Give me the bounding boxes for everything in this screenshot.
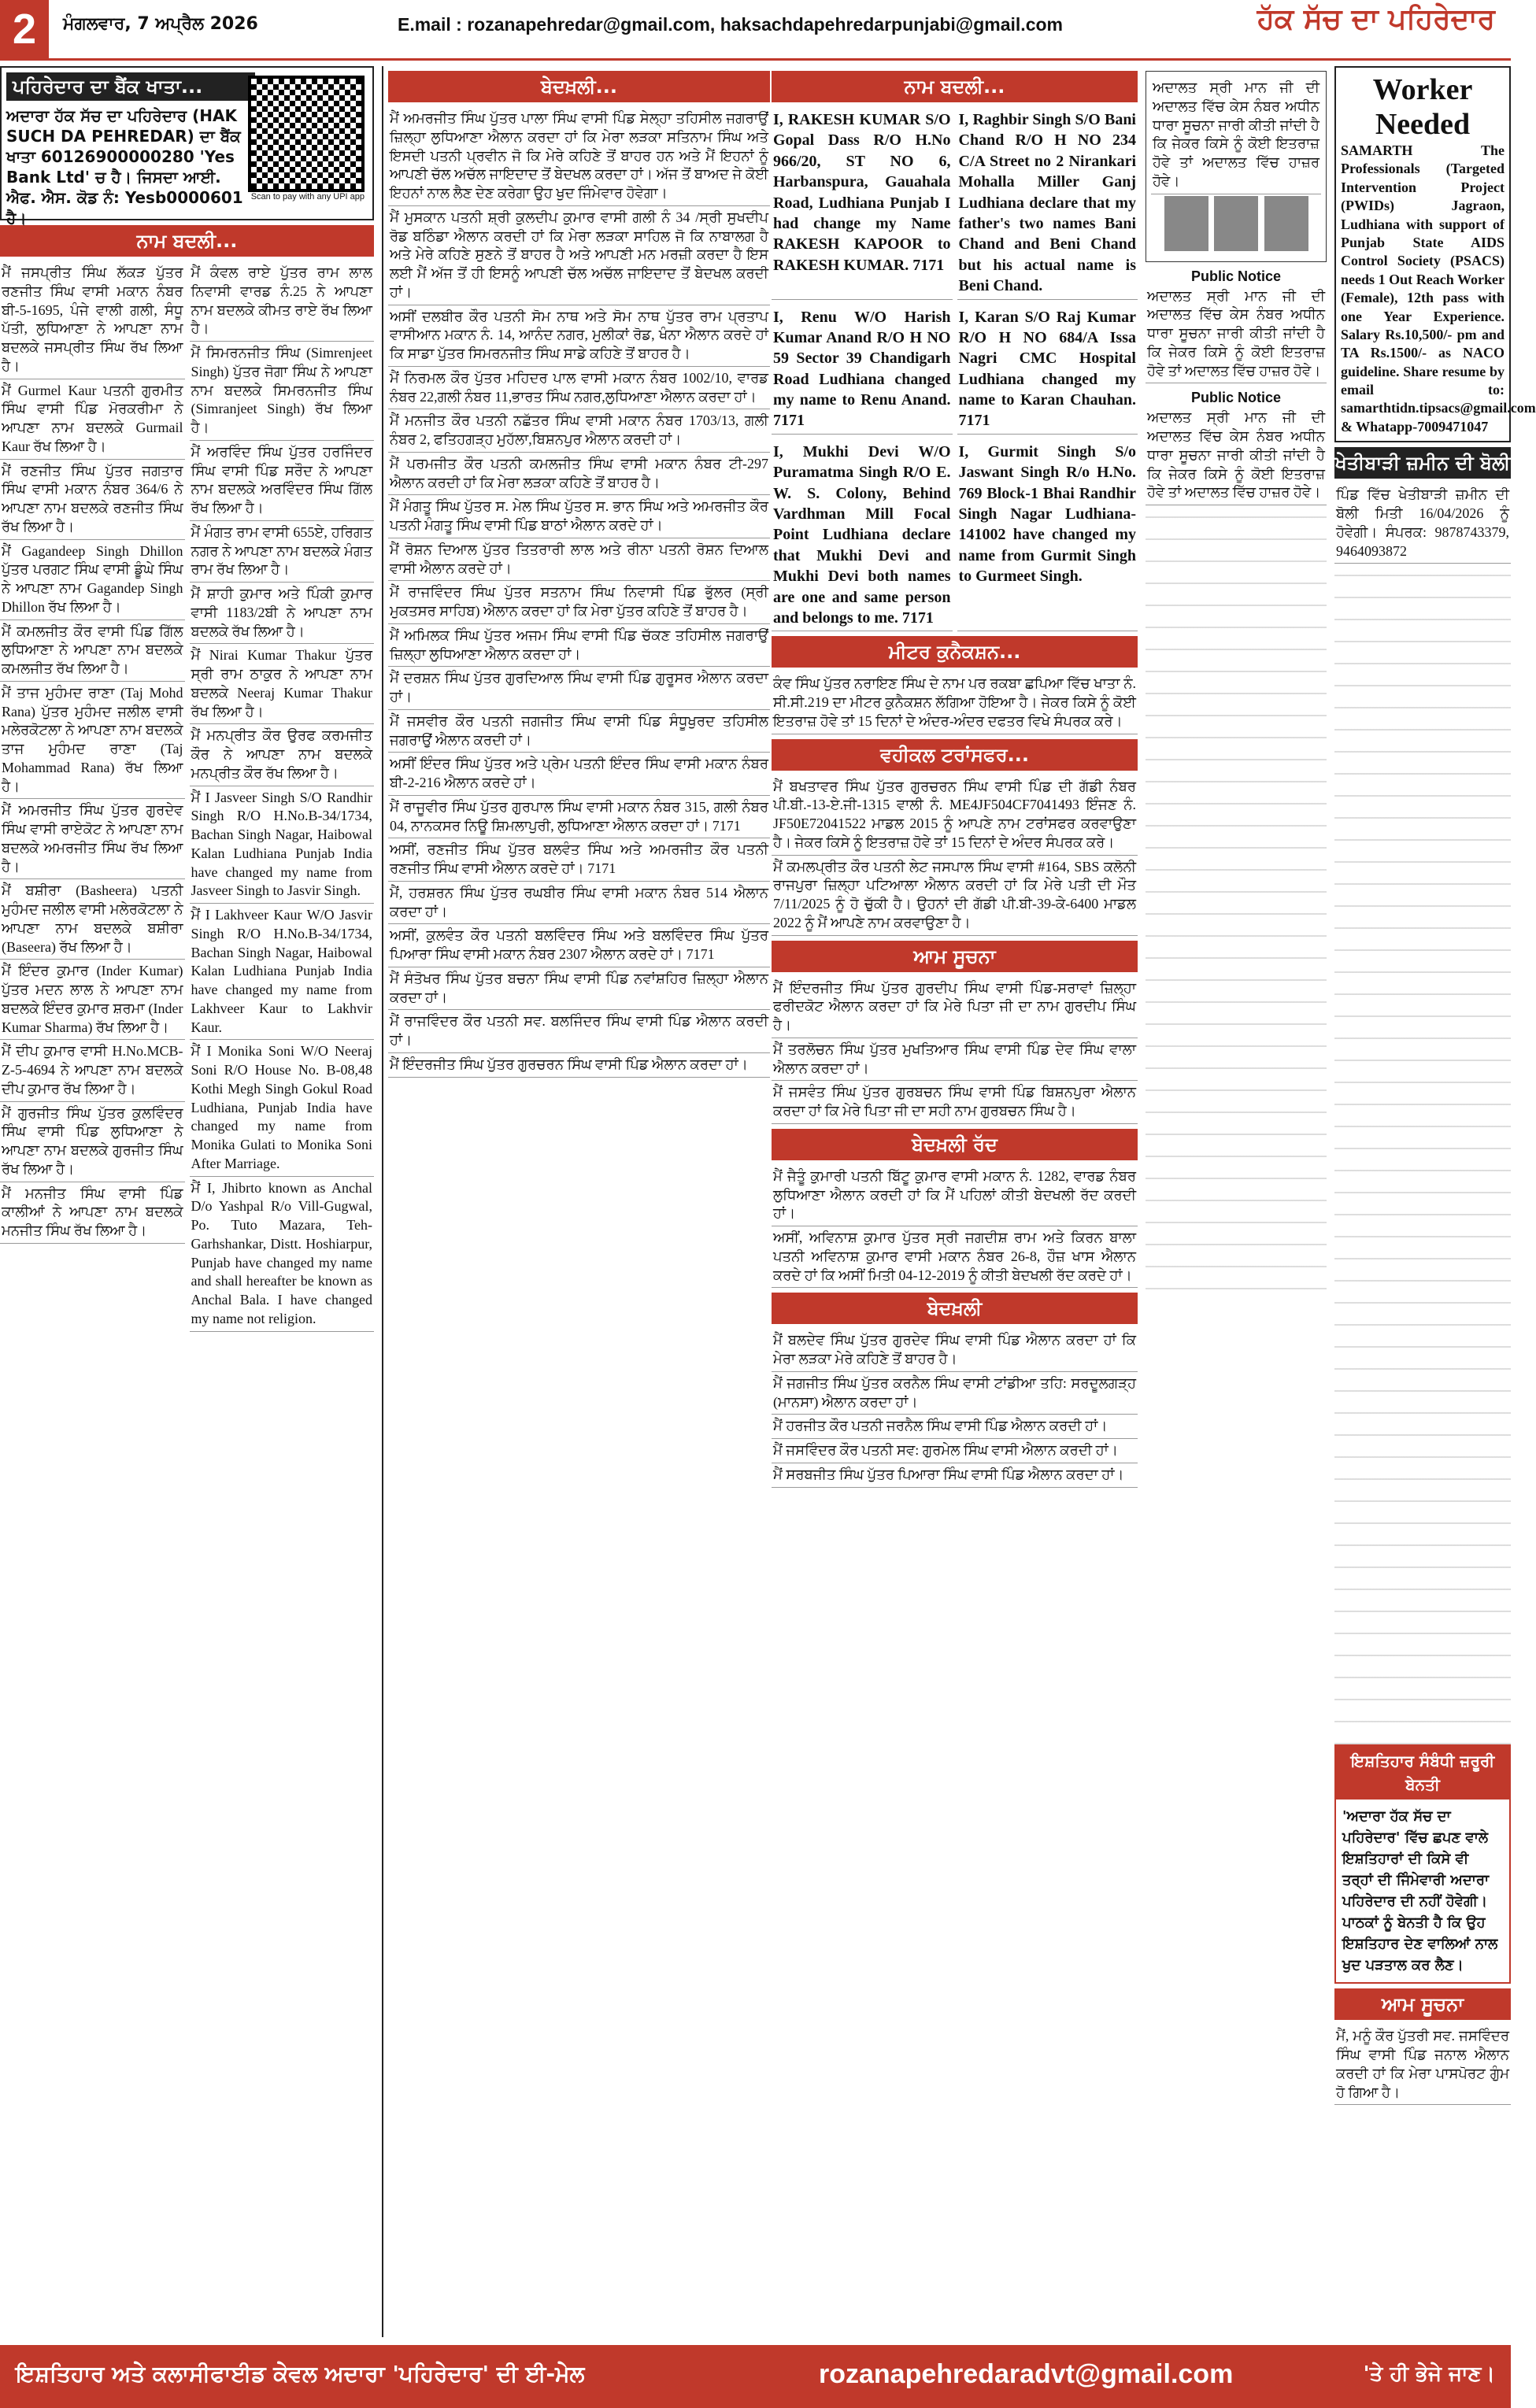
list-item: ਮੈਂ ਰਾਜੂਵੀਰ ਸਿੰਘ ਪੁੱਤਰ ਗੁਰਪਾਲ ਸਿੰਘ ਵਾਸੀ ਮਕਾਨ ਨੰਬਰ 315, ਗਲੀ ਨੰਬਰ 04, ਨਾਨਕਸਰ ਨਿਊ ਸ਼ਿਮਲਾਪੁਰੀ, ਲੁਧਿਆਣਾ ਐਲਾਨ ਕਰਦਾ ਹਾਂ। 7171 <box>388 796 770 839</box>
list-item: ਮੈਂ ਅਰਵਿੰਦ ਸਿੰਘ ਪੁੱਤਰ ਹਰਜਿੰਦਰ ਸਿੰਘ ਵਾਸੀ ਪਿੰਡ ਸਰੌਦ ਨੇ ਆਪਣਾ ਨਾਮ ਬਦਲਕੇ ਅਰਵਿੰਦਰ ਸਿੰਘ ਗਿੱਲ ਰੱਖ ਲਿਆ ਹੈ। <box>190 441 375 521</box>
list-item: ਮੈਂ I Lakhveer Kaur W/O Jasvir Singh R/O H.No.B-34/1734, Bachan Singh Nagar, Haibowal Kalan Ludhiana Punjab India have changed my name from Lakhveer Kaur to Lakhvir Kaur. <box>190 904 375 1040</box>
public-notice-title-2: Public Notice <box>1190 390 1282 406</box>
list-item: ਮੈਂ ਇੰਦਰਜੀਤ ਸਿੰਘ ਪੁੱਤਰ ਗੁਰਚਰਨ ਸਿੰਘ ਵਾਸੀ ਪਿੰਡ ਐਲਾਨ ਕਰਦਾ ਹਾਂ। <box>388 1053 770 1078</box>
list-item: ਮੈਂ ਤਰਲੋਚਨ ਸਿੰਘ ਪੁੱਤਰ ਮੁਖਤਿਆਰ ਸਿੰਘ ਵਾਸੀ ਪਿੰਡ ਦੇਵ ਸਿੰਘ ਵਾਲਾ ਐਲਾਨ ਕਰਦਾ ਹਾਂ। <box>772 1038 1138 1082</box>
list-item: I, Karan S/O Raj Kumar R/O H NO 684/A Issa Nagri CMC Hospital Ludhiana changed my name to Karan Chauhan. 7171 <box>957 305 1138 435</box>
list-item: ਅਸੀਂ ਇੰਦਰ ਸਿੰਘ ਪੁੱਤਰ ਅਤੇ ਪ੍ਰੇਮ ਪਤਨੀ ਇੰਦਰ ਸਿੰਘ ਵਾਸੀ ਮਕਾਨ ਨੰਬਰ ਬੀ-2-216 ਐਲਾਨ ਕਰਦੇ ਹਾਂ। <box>388 753 770 796</box>
ad-request-body: 'ਅਦਾਰਾ ਹੱਕ ਸੱਚ ਦਾ ਪਹਿਰੇਦਾਰ' ਵਿੱਚ ਛਪਣ ਵਾਲੇ ਇਸ਼ਤਿਹਾਰਾਂ ਦੀ ਕਿਸੇ ਵੀ ਤਰ੍ਹਾਂ ਦੀ ਜਿੰਮੇਵਾਰੀ ਅਦਾਰਾ ਪਹਿਰੇਦਾਰ ਦੀ ਨਹੀਂ ਹੋਵੇਗੀ। ਪਾਠਕਾਂ ਨੂੰ ਬੇਨਤੀ ਹੈ ਕਿ ਉਹ ਇਸ਼ਤਿਹਾਰ ਦੇਣ ਵਾਲਿਆਂ ਨਾਲ ਖੁਦ ਪੜਤਾਲ ਕਰ ਲੈਣ। <box>1342 1808 1498 1974</box>
list-item: I, Renu W/O Harish Kumar Anand R/O H NO 59 Sector 39 Chandigarh Road Ludhiana changed my name to Renu Anand. 7171 <box>772 305 953 435</box>
list-item: ਅਸੀਂ, ਕੁਲਵੰਤ ਕੌਰ ਪਤਨੀ ਬਲਵਿੰਦਰ ਸਿੰਘ ਅਤੇ ਬਲਵਿੰਦਰ ਸਿੰਘ ਪੁੱਤਰ ਪਿਆਰਾ ਸਿੰਘ ਵਾਸੀ ਮਕਾਨ ਨੰਬਰ 2307 ਐਲਾਨ ਕਰਦੇ ਹਾਂ। 7171 <box>388 924 770 967</box>
list-item: ਅਸੀਂ, ਅਵਿਨਾਸ਼ ਕੁਮਾਰ ਪੁੱਤਰ ਸ੍ਰੀ ਜਗਦੀਸ਼ ਰਾਮ ਅਤੇ ਕਿਰਨ ਬਾਲਾ ਪਤਨੀ ਅਵਿਨਾਸ਼ ਕੁਮਾਰ ਵਾਸੀ ਮਕਾਨ ਨੰਬਰ 26-8, ਹੌਜ਼ ਖਾਸ ਐਲਾਨ ਕਰਦੇ ਹਾਂ ਕਿ ਅਸੀਂ ਮਿਤੀ 04-12-2019 ਨੂੰ ਕੀਤੀ ਬੇਦਖਲੀ ਰੱਦ ਕਰਦੇ ਹਾਂ। <box>772 1226 1138 1288</box>
list-item: ਮੈਂ ਬਲਦੇਵ ਸਿੰਘ ਪੁੱਤਰ ਗੁਰਦੇਵ ਸਿੰਘ ਵਾਸੀ ਪਿੰਡ ਐਲਾਨ ਕਰਦਾ ਹਾਂ ਕਿ ਮੇਰਾ ਲੜਕਾ ਮੇਰੇ ਕਹਿਣੇ ਤੋਂ ਬਾਹਰ ਹੈ। <box>772 1329 1138 1372</box>
page-number: 2 <box>0 0 49 58</box>
list-item: ਮੈਂ Gurmel Kaur ਪਤਨੀ ਗੁਰਮੀਤ ਸਿੰਘ ਵਾਸੀ ਪਿੰਡ ਮੋਰਕਰੀਮਾ ਨੇ ਆਪਣਾ ਨਾਮ ਬਦਲਕੇ Gurmail Kaur ਰੱਖ ਲਿਆ ਹੈ। <box>0 379 185 460</box>
photo <box>1264 196 1308 251</box>
list-item: ਮੈਂ ਜਸਵੰਤ ਸਿੰਘ ਪੁੱਤਰ ਗੁਰਬਚਨ ਸਿੰਘ ਵਾਸੀ ਪਿੰਡ ਬਿਸ਼ਨਪੁਰਾ ਐਲਾਨ ਕਰਦਾ ਹਾਂ ਕਿ ਮੇਰੇ ਪਿਤਾ ਜੀ ਦਾ ਸਹੀ ਨਾਮ ਗੁਰਬਚਨ ਸਿੰਘ ਹੈ। <box>772 1081 1138 1124</box>
section-public-info: ਆਮ ਸੂਚਨਾ <box>772 941 1138 972</box>
public-notice-title: Public Notice <box>1190 268 1282 284</box>
list-item: ਮੈਂ ਜਸਵੀਰ ਕੌਰ ਪਤਨੀ ਜਗਜੀਤ ਸਿੰਘ ਵਾਸੀ ਪਿੰਡ ਸੰਧੂਖੁਰਦ ਤਹਿਸੀਲ ਜਗਰਾਉਂ ਐਲਾਨ ਕਰਦੀ ਹਾਂ। <box>388 710 770 753</box>
english-name-notices <box>772 107 1138 631</box>
court-notice-text: ਅਦਾਲਤ ਸ੍ਰੀ ਮਾਨ ਜੀ ਦੀ ਅਦਾਲਤ ਵਿੱਚ ਕੇਸ ਨੰਬਰ ਅਧੀਨ ਧਾਰਾ ਸੂਚਨਾ ਜਾਰੀ ਕੀਤੀ ਜਾਂਦੀ ਹੈ ਕਿ ਜੇਕਰ ਕਿਸੇ ਨੂੰ ਕੋਈ ਇਤਰਾਜ਼ ਹੋਵੇ ਤਾਂ ਅਦਾਲਤ ਵਿੱਚ ਹਾਜ਼ਰ ਹੋਵੇ। <box>1151 76 1321 194</box>
worker-title: Worker Needed <box>1372 73 1473 141</box>
list-item: ਮੈਂ, ਹਰਸ਼ਰਨ ਸਿੰਘ ਪੁੱਤਰ ਰਘਬੀਰ ਸਿੰਘ ਵਾਸੀ ਮਕਾਨ ਨੰਬਰ 514 ਐਲਾਨ ਕਰਦਾ ਹਾਂ। <box>388 882 770 925</box>
list-item: I, Mukhi Devi W/O Puramatma Singh R/O E. W. S. Colony, Behind Vardhman Mill Focal Point Ludhiana declare that Mukhi Devi and Mukhi Devi both names are one and same person and belongs to me. 7171 <box>772 439 953 632</box>
column-1 <box>0 66 374 2337</box>
list-item: ਮੈਂ ਪਰਮਜੀਤ ਕੌਰ ਪਤਨੀ ਕਮਲਜੀਤ ਸਿੰਘ ਵਾਸੀ ਮਕਾਨ ਨੰਬਰ ਟੀ-297 ਐਲਾਨ ਕਰਦੀ ਹਾਂ ਕਿ ਮੇਰਾ ਲੜਕਾ ਕਹਿਣੇ ਤੋਂ ਬਾਹਰ ਹੈ। <box>388 453 770 496</box>
list-item: ਅਸੀਂ ਦਲਬੀਰ ਕੌਰ ਪਤਨੀ ਸੋਮ ਨਾਥ ਅਤੇ ਸੋਮ ਨਾਥ ਪੁੱਤਰ ਰਾਮ ਪ੍ਰਤਾਪ ਵਾਸੀਆਨ ਮਕਾਨ ਨੰ. 14, ਆਨੰਦ ਨਗਰ, ਮੁਲੀਕਾਂ ਰੋਡ, ਖੰਨਾ ਐਲਾਨ ਕਰਦੇ ਹਾਂ ਕਿ ਸਾਡਾ ਪੁੱਤਰ ਸਿਮਰਨਜੀਤ ਸਿੰਘ ਸਾਡੇ ਕਹਿਣੇ ਤੋਂ ਬਾਹਰ ਹੈ। <box>388 305 770 367</box>
list-item: ਮੈਂ ਅਮਰਜੀਤ ਸਿੰਘ ਪੁੱਤਰ ਗੁਰਦੇਵ ਸਿੰਘ ਵਾਸੀ ਰਾਏਕੋਟ ਨੇ ਆਪਣਾ ਨਾਮ ਬਦਲਕੇ ਅਮਰਜੀਤ ਸਿੰਘ ਰੱਖ ਲਿਆ ਹੈ। <box>0 799 185 879</box>
section-name-change: ਨਾਮ ਬਦਲੀ... <box>0 225 374 257</box>
list-item: I, RAKESH KUMAR S/O Gopal Dass R/O H.No 966/20, ST NO 6, Harbanspura, Gauahala Road, Ludhiana Punjab I had change my Name RAKESH KAPOOR to RAKESH KUMAR. 7171 <box>772 107 953 300</box>
list-item: ਮੈਂ ਰਾਜਵਿੰਦਰ ਸਿੰਘ ਪੁੱਤਰ ਸਤਨਾਮ ਸਿੰਘ ਨਿਵਾਸੀ ਪਿੰਡ ਭੁੱਲਰ (ਸ੍ਰੀ ਮੁਕਤਸਰ ਸਾਹਿਬ) ਐਲਾਨ ਕਰਦਾ ਹਾਂ ਕਿ ਮੇਰਾ ਪੁੱਤਰ ਕਹਿਣੇ ਤੋਂ ਬਾਹਰ ਹੈ। <box>388 581 770 624</box>
footer-tail: 'ਤੇ ਹੀ ਭੇਜੇ ਜਾਣ। <box>1363 2362 1495 2386</box>
list-item: ਮੈਂ ਸਰਬਜੀਤ ਸਿੰਘ ਪੁੱਤਰ ਪਿਆਰਾ ਸਿੰਘ ਵਾਸੀ ਪਿੰਡ ਐਲਾਨ ਕਰਦਾ ਹਾਂ। <box>772 1463 1138 1488</box>
notices-col1b <box>190 261 375 1332</box>
list-item: I, Raghbir Singh S/O Bani Chand R/O H NO 234 C/A Street no 2 Nirankari Mohalla Miller Ganj Ludhiana declare that my father's two names Bani Chand and Beni Chand but his actual name is Beni Chand. <box>957 107 1138 300</box>
section-meter: ਮੀਟਰ ਕੁਨੈਕਸ਼ਨ... <box>772 636 1138 668</box>
section-eviction-cancel: ਬੇਦਖ਼ਲੀ ਰੱਦ <box>772 1129 1138 1160</box>
worker-body: SAMARTH The Professionals (Targeted Intervention Project (PWIDs) Jagraon, Ludhiana with support of Punjab State AIDS Control Society (PSACS) needs 1 Out Reach Worker (Female), 12th pass with one Year Experience. Salary Rs.10,500/- pm and TA Rs.1500/- as NACO guideline. Share resume by email to: samarthtidn.tipsacs@gmail.com & Whatapp-7009471047 <box>1341 142 1536 435</box>
list-item: ਅਸੀਂ, ਰਣਜੀਤ ਸਿੰਘ ਪੁੱਤਰ ਬਲਵੰਤ ਸਿੰਘ ਅਤੇ ਅਮਰਜੀਤ ਕੌਰ ਪਤਨੀ ਰਣਜੀਤ ਸਿੰਘ ਵਾਸੀ ਐਲਾਨ ਕਰਦੇ ਹਾਂ। 7171 <box>388 838 770 882</box>
public-info-body: ਮੈਂ, ਮਨੂੰ ਕੌਰ ਪੁੱਤਰੀ ਸਵ. ਜਸਵਿੰਦਰ ਸਿੰਘ ਵਾਸੀ ਪਿੰਡ ਜਨਾਲ ਐਲਾਨ ਕਰਦੀ ਹਾਂ ਕਿ ਮੇਰਾ ਪਾਸਪੋਰਟ ਗੁੰਮ ਹੋ ਗਿਆ ਹੈ। <box>1334 2025 1511 2105</box>
list-item: ਮੈਂ ਮੰਗਤ ਰਾਮ ਵਾਸੀ 655ਏ, ਹਰਿਗਤ ਨਗਰ ਨੇ ਆਪਣਾ ਨਾਮ ਬਦਲਕੇ ਮੰਗਤ ਰਾਮ ਰੱਖ ਲਿਆ ਹੈ। <box>190 521 375 583</box>
list-item: ਮੈਂ ਅਮਰਜੀਤ ਸਿੰਘ ਪੁੱਤਰ ਪਾਲਾ ਸਿੰਘ ਵਾਸੀ ਪਿੰਡ ਸੇਲ੍ਹਾ ਤਹਿਸੀਲ ਜਗਰਾਉਂ ਜ਼ਿਲ੍ਹਾ ਲੁਧਿਆਣਾ ਐਲਾਨ ਕਰਦਾ ਹਾਂ ਕਿ ਮੇਰਾ ਲੜਕਾ ਸਤਿਨਾਮ ਸਿੰਘ ਅਤੇ ਇਸਦੀ ਪਤਨੀ ਪ੍ਰਵੀਨ ਜੋ ਕਿ ਮੇਰੇ ਕਹਿਣੇ ਤੋਂ ਬਾਹਰ ਹਨ ਅਤੇ ਮੈਂ ਇਹਨਾਂ ਨੂੰ ਆਪਣੀ ਚੱਲ ਅਚੱਲ ਜਾਇਦਾਦ ਤੋਂ ਬੇਦਖਲ ਕਰਦਾ ਹਾਂ। ਅੱਜ ਤੋਂ ਬਾਅਦ ਜੇ ਕੋਈ ਇਹਨਾਂ ਨਾਲ ਲੈਣ ਦੇਣ ਕਰੇਗਾ ਉਹ ਖੁਦ ਜਿੰਮੇਵਾਰ ਹੋਵੇਗਾ। <box>388 107 770 206</box>
list-item: ਮੈਂ ਬਸ਼ੀਰਾ (Basheera) ਪਤਨੀ ਮੁਹੰਮਦ ਜਲੀਲ ਵਾਸੀ ਮਲੇਰਕੋਟਲਾ ਨੇ ਆਪਣਾ ਨਾਮ ਬਦਲਕੇ ਬਸ਼ੀਰਾ (Baseera) ਰੱਖ ਲਿਆ ਹੈ। <box>0 879 185 960</box>
list-item: ਮੈਂ ਇੰਦਰ ਕੁਮਾਰ (Inder Kumar) ਪੁੱਤਰ ਮਦਨ ਲਾਲ ਨੇ ਆਪਣਾ ਨਾਮ ਬਦਲਕੇ ਇੰਦਰ ਕੁਮਾਰ ਸ਼ਰਮਾ (Inder Kumar Sharma) ਰੱਖ ਲਿਆ ਹੈ। <box>0 960 185 1040</box>
footer-banner <box>0 2345 1511 2408</box>
list-item: ਮੈਂ Nirai Kumar Thakur ਪੁੱਤਰ ਸ੍ਰੀ ਰਾਮ ਠਾਕੁਰ ਨੇ ਆਪਣਾ ਨਾਮ ਬਦਲਕੇ Neeraj Kumar Thakur ਰੱਖ ਲਿਆ ਹੈ। <box>190 644 375 724</box>
list-item: ਮੈਂ ਜੈਤੂੰ ਕੁਮਾਰੀ ਪਤਨੀ ਬਿੱਟੂ ਕੁਮਾਰ ਵਾਸੀ ਮਕਾਨ ਨੰ. 1282, ਵਾਰਡ ਨੰਬਰ ਲੁਧਿਆਣਾ ਐਲਾਨ ਕਰਦੀ ਹਾਂ ਕਿ ਮੈਂ ਪਹਿਲਾਂ ਕੀਤੀ ਬੇਦਖਲੀ ਰੱਦ ਕਰਦੀ ਹਾਂ। <box>772 1165 1138 1226</box>
bank-details: ਅਦਾਰਾ ਹੱਕ ਸੱਚ ਦਾ ਪਹਿਰੇਦਾਰ (HAK SUCH DA PEHREDAR) ਦਾ ਬੈਂਕ ਖਾਤਾ 60126900000280 'Yes Bank Ltd' ਚ ਹੈ। ਜਿਸਦਾ ਆਈ. ਐਫ. ਐਸ. ਕੋਡ ਨੰ: Yesb0000601 ਹੈ। <box>6 106 243 227</box>
section-vehicle: ਵਹੀਕਲ ਟਰਾਂਸਫਰ... <box>772 739 1138 771</box>
header-email: E.mail : rozanapehredar@gmail.com, haksachdapehredarpunjabi@gmail.com <box>398 14 1063 35</box>
masthead-logo: ਹੱਕ ਸੱਚ ਦਾ ਪਹਿਰੇਦਾਰ <box>1257 3 1495 35</box>
worker-needed-ad <box>1334 66 1536 442</box>
footer-email[interactable]: rozanapehredaradvt@gmail.com <box>819 2359 1234 2389</box>
photo <box>1164 196 1208 251</box>
list-item: ਮੈਂ ਜਸਵਿੰਦਰ ਕੌਰ ਪਤਨੀ ਸਵ: ਗੁਰਮੇਲ ਸਿੰਘ ਵਾਸੀ ਐਲਾਨ ਕਰਦੀ ਹਾਂ। <box>772 1439 1138 1463</box>
list-item: ਮੈਂ ਤਾਜ ਮੁਹੰਮਦ ਰਾਣਾ (Taj Mohd Rana) ਪੁੱਤਰ ਮੁਹੰਮਦ ਜਲੀਲ ਵਾਸੀ ਮਲੇਰਕੋਟਲਾ ਨੇ ਆਪਣਾ ਨਾਮ ਬਦਲਕੇ ਤਾਜ ਮੁਹੰਮਦ ਰਾਣਾ (Taj Mohammad Rana) ਰੱਖ ਲਿਆ ਹੈ। <box>0 682 185 800</box>
list-item: ਮੈਂ ਕੰਵਲ ਰਾਏ ਪੁੱਤਰ ਰਾਮ ਲਾਲ ਨਿਵਾਸੀ ਵਾਰਡ ਨੰ.25 ਨੇ ਆਪਣਾ ਨਾਮ ਬਦਲਕੇ ਕੀਮਤ ਰਾਏ ਰੱਖ ਲਿਆ ਹੈ। <box>190 261 375 342</box>
bank-title: ਪਹਿਰੇਦਾਰ ਦਾ ਬੈਂਕ ਖਾਤਾ... <box>6 72 255 101</box>
page-header <box>0 0 1511 61</box>
list-item: ਮੈਂ I Jasveer Singh S/O Randhir Singh R/O H.No.B-34/1734, Bachan Singh Nagar, Haibowal Kalan Ludhiana Punjab India have changed my name from Jasveer Singh to Jasvir Singh. <box>190 786 375 904</box>
list-item: ਮੈਂ I, Jhibrto known as Anchal D/o Yashpal R/o Vill-Gugwal, Po. Tuto Mazara, Teh-Garhshankar, Distt. Hoshiarpur, Punjab have changed my name and shall hereafter be known as Anchal Bala. I have changed my name not religion. <box>190 1177 375 1332</box>
list-item: ਮੈਂ ਮਨਪ੍ਰੀਤ ਕੌਰ ਉਰਫ ਕਰਮਜੀਤ ਕੌਰ ਨੇ ਆਪਣਾ ਨਾਮ ਬਦਲਕੇ ਮਨਪ੍ਰੀਤ ਕੌਰ ਰੱਖ ਲਿਆ ਹੈ। <box>190 724 375 786</box>
list-item: ਮੈਂ ਸੰਤੋਖਰ ਸਿੰਘ ਪੁੱਤਰ ਬਚਨਾ ਸਿੰਘ ਵਾਸੀ ਪਿੰਡ ਨਵਾਂਸ਼ਹਿਰ ਜ਼ਿਲ੍ਹਾ ਐਲਾਨ ਕਰਦਾ ਹਾਂ। <box>388 967 770 1011</box>
qr-caption: Scan to pay with any UPI app <box>250 192 365 202</box>
list-item: ਮੈਂ ਬਖਤਾਵਰ ਸਿੰਘ ਪੁੱਤਰ ਗੁਰਚਰਨ ਸਿੰਘ ਵਾਸੀ ਪਿੰਡ ਦੀ ਗੱਡੀ ਨੰਬਰ ਪੀ.ਬੀ.-13-ਏ.ਜੀ-1315 ਵਾਲੀ ਨੰ. ME4JF504CF7041493 ਇੰਜਣ ਨੰ. JF50E72041522 ਮਾਡਲ 2015 ਨੂੰ ਆਪਣੇ ਨਾਮ ਟਰਾਂਸਫਰ ਕਰਵਾਉਣਾ ਹੈ। ਜੇਕਰ ਕਿਸੇ ਨੂੰ ਇਤਰਾਜ਼ ਹੋਵੇ ਤਾਂ 15 ਦਿਨਾਂ ਦੇ ਅੰਦਰ ਸੰਪਰਕ ਕਰੇ। <box>772 775 1138 856</box>
list-item: ਮੈਂ ਰਣਜੀਤ ਸਿੰਘ ਪੁੱਤਰ ਜਗਤਾਰ ਸਿੰਘ ਵਾਸੀ ਮਕਾਨ ਨੰਬਰ 364/6 ਨੇ ਆਪਣਾ ਨਾਮ ਬਦਲਕੇ ਰਣਜੀਤ ਸਿੰਘ ਰੱਖ ਲਿਆ ਹੈ। <box>0 460 185 540</box>
list-item: ਮੈਂ ਰਾਜਵਿੰਦਰ ਕੌਰ ਪਤਨੀ ਸਵ. ਬਲਜਿੰਦਰ ਸਿੰਘ ਵਾਸੀ ਪਿੰਡ ਐਲਾਨ ਕਰਦੀ ਹਾਂ। <box>388 1010 770 1053</box>
bank-account-box <box>0 66 374 227</box>
section-eviction-2: ਬੇਦਖ਼ਲੀ <box>772 1293 1138 1324</box>
list-item: ਮੈਂ ਹਰਜੀਤ ਕੌਰ ਪਤਨੀ ਜਰਨੈਲ ਸਿੰਘ ਵਾਸੀ ਪਿੰਡ ਐਲਾਨ ਕਰਦੀ ਹਾਂ। <box>772 1415 1138 1439</box>
list-item: ਮੈਂ ਮਨਜੀਤ ਕੌਰ ਪਤਨੀ ਨਛੱਤਰ ਸਿੰਘ ਵਾਸੀ ਮਕਾਨ ਨੰਬਰ 1703/13, ਗਲੀ ਨੰਬਰ 2, ਫਤਿਹਗੜ੍ਹ ਮੁਹੱਲਾ,ਬਿਸ਼ਨਪੁਰ ਐਲਾਨ ਕਰਦੀ ਹਾਂ। <box>388 409 770 453</box>
land-auction-body: ਪਿੰਡ ਵਿੱਚ ਖੇਤੀਬਾੜੀ ਜ਼ਮੀਨ ਦੀ ਬੋਲੀ ਮਿਤੀ 16/04/2026 ਨੂੰ ਹੋਵੇਗੀ। ਸੰਪਰਕ: 9878743379, 9464093872 <box>1334 483 1511 564</box>
list-item: ਕੰਵ ਸਿੰਘ ਪੁੱਤਰ ਨਰਾਇਣ ਸਿੰਘ ਦੇ ਨਾਮ ਪਰ ਰਕਬਾ ਛਪਿਆ ਵਿੱਚ ਖਾਤਾ ਨੰ. ਸੀ.ਸੀ.219 ਦਾ ਮੀਟਰ ਕੁਨੈਕਸ਼ਨ ਲੱਗਿਆ ਹੋਇਆ ਹੈ। ਜੇਕਰ ਕਿਸੇ ਨੂੰ ਕੋਈ ਇਤਰਾਜ਼ ਹੋਵੇ ਤਾਂ 15 ਦਿਨਾਂ ਦੇ ਅੰਦਰ-ਅੰਦਰ ਦਫਤਰ ਵਿਖੇ ਸੰਪਰਕ ਕਰੇ। <box>772 672 1138 734</box>
list-item: ਮੈਂ ਜਗਜੀਤ ਸਿੰਘ ਪੁੱਤਰ ਕਰਨੈਲ ਸਿੰਘ ਵਾਸੀ ਟਾਂਡੀਆ ਤਹਿ: ਸਰਦੂਲਗੜ੍ਹ (ਮਾਨਸਾ) ਐਲਾਨ ਕਰਦਾ ਹਾਂ। <box>772 1372 1138 1415</box>
list-item: ਮੈਂ ਸਿਮਰਨਜੀਤ ਸਿੰਘ (Simrenjeet Singh) ਪੁੱਤਰ ਜੋਗਾ ਸਿੰਘ ਨੇ ਆਪਣਾ ਨਾਮ ਬਦਲਕੇ ਸਿਮਰਨਜੀਤ ਸਿੰਘ (Simranjeet Singh) ਰੱਖ ਲਿਆ ਹੈ। <box>190 342 375 441</box>
eviction-notices <box>388 107 770 1078</box>
list-item: ਮੈਂ ਕਮਲਜੀਤ ਕੌਰ ਵਾਸੀ ਪਿੰਡ ਗਿੱਲ ਲੁਧਿਆਣਾ ਨੇ ਆਪਣਾ ਨਾਮ ਬਦਲਕੇ ਕਮਲਜੀਤ ਰੱਖ ਲਿਆ ਹੈ। <box>0 620 185 682</box>
section-name-change-en: ਨਾਮ ਬਦਲੀ... <box>772 71 1138 102</box>
land-auction-title: ਖੇਤੀਬਾੜੀ ਜ਼ਮੀਨ ਦੀ ਬੋਲੀ <box>1334 447 1511 479</box>
list-item: ਮੈਂ ਰੋਸ਼ਨ ਦਿਆਲ ਪੁੱਤਰ ਤਿਤਰਾਰੀ ਲਾਲ ਅਤੇ ਰੀਨਾ ਪਤਨੀ ਰੋਸ਼ਨ ਦਿਆਲ ਵਾਸੀ ਐਲਾਨ ਕਰਦੇ ਹਾਂ। <box>388 538 770 582</box>
dense-text-block <box>1146 505 1327 1293</box>
list-item: ਮੈਂ ਨਿਰਮਲ ਕੌਰ ਪੁੱਤਰ ਮਹਿਦਰ ਪਾਲ ਵਾਸੀ ਮਕਾਨ ਨੰਬਰ 1002/10, ਵਾਰਡ ਨੰਬਰ 22,ਗਲੀ ਨੰਬਰ 11,ਭਾਰਤ ਸਿੰਘ ਨਗਰ,ਲੁਧਿਆਣਾ ਐਲਾਨ ਕਰਦਾ ਹਾਂ। <box>388 367 770 410</box>
qr-code-icon <box>248 76 365 192</box>
list-item: ਮੈਂ ਮਨਜੀਤ ਸਿੰਘ ਵਾਸੀ ਪਿੰਡ ਕਾਲੀਆਂ ਨੇ ਆਪਣਾ ਨਾਮ ਬਦਲਕੇ ਮਨਜੀਤ ਸਿੰਘ ਰੱਖ ਲਿਆ ਹੈ। <box>0 1182 185 1244</box>
list-item: ਮੈਂ ਮੁਸਕਾਨ ਪਤਨੀ ਸ਼੍ਰੀ ਕੁਲਦੀਪ ਕੁਮਾਰ ਵਾਸੀ ਗਲੀ ਨੰ 34 /ਸ੍ਰੀ ਸੁਖਦੀਪ ਰੋਡ ਬਠਿੰਡਾ ਐਲਾਨ ਕਰਦੀ ਹਾਂ ਕਿ ਮੇਰਾ ਲੜਕਾ ਸਾਹਿਲ ਜੋ ਕਿ ਨਾਬਾਲਗ ਹੈ ਅਤੇ ਮੇਰੇ ਕਹਿਣੇ ਸੁਣਨੇ ਤੋਂ ਬਾਹਰ ਹੈ ਅਤੇ ਆਪਣੀ ਮਨ ਮਰਜ਼ੀ ਕਰਦਾ ਹੈ ਇਸ ਲਈ ਮੈਂ ਅੱਜ ਤੋਂ ਹੀ ਇਸਨੂੰ ਆਪਣੀ ਚੱਲ ਅਚੱਲ ਜਾਇਦਾਦ ਤੋਂ ਬੇਦਖਲ ਕਰਦੀ ਹਾਂ। <box>388 206 770 305</box>
issue-date: ਮੰਗਲਵਾਰ, 7 ਅਪ੍ਰੈਲ 2026 <box>63 14 258 34</box>
list-item: ਮੈਂ ਸ਼ਾਹੀ ਕੁਮਾਰ ਅਤੇ ਪਿੰਕੀ ਕੁਮਾਰ ਵਾਸੀ 1183/2ਬੀ ਨੇ ਆਪਣਾ ਨਾਮ ਬਦਲਕੇ ਰੱਖ ਲਿਆ ਹੈ। <box>190 583 375 644</box>
list-item: ਮੈਂ ਕਮਲਪ੍ਰੀਤ ਕੌਰ ਪਤਨੀ ਲੇਟ ਜਸਪਾਲ ਸਿੰਘ ਵਾਸੀ #164, SBS ਕਲੋਨੀ ਰਾਜਪੁਰਾ ਜ਼ਿਲ੍ਹਾ ਪਟਿਆਲਾ ਐਲਾਨ ਕਰਦੀ ਹਾਂ ਕਿ ਮੇਰੇ ਪਤੀ ਦੀ ਮੌਤ 7/11/2025 ਨੂੰ ਹੋ ਚੁੱਕੀ ਹੈ। ਉਹਨਾਂ ਦੀ ਗੱਡੀ ਪੀ.ਬੀ-39-ਕੇ-6400 ਮਾਡਲ 2022 ਨੂੰ ਮੈਂ ਆਪਣੇ ਨਾਮ ਕਰਵਾਉਣਾ ਹੈ। <box>772 856 1138 936</box>
notices-col1a <box>0 261 185 1332</box>
dense-text-block <box>1334 564 1511 1744</box>
public-notice-text-2: ਅਦਾਲਤ ਸ੍ਰੀ ਮਾਨ ਜੀ ਦੀ ਅਦਾਲਤ ਵਿੱਚ ਕੇਸ ਨੰਬਰ ਅਧੀਨ ਧਾਰਾ ਸੂਚਨਾ ਜਾਰੀ ਕੀਤੀ ਜਾਂਦੀ ਹੈ ਕਿ ਜੇਕਰ ਕਿਸੇ ਨੂੰ ਕੋਈ ਇਤਰਾਜ਼ ਹੋਵੇ ਤਾਂ ਅਦਾਲਤ ਵਿੱਚ ਹਾਜ਼ਰ ਹੋਵੇ। <box>1146 406 1327 505</box>
section-public-info-2: ਆਮ ਸੂਚਨਾ <box>1334 1988 1511 2020</box>
photo <box>1214 196 1258 251</box>
ad-request-box <box>1334 1744 1511 1984</box>
list-item: ਮੈਂ ਗੁਰਜੀਤ ਸਿੰਘ ਪੁੱਤਰ ਕੁਲਵਿੰਦਰ ਸਿੰਘ ਵਾਸੀ ਪਿੰਡ ਲੁਧਿਆਣਾ ਨੇ ਆਪਣਾ ਨਾਮ ਬਦਲਕੇ ਗੁਰਜੀਤ ਸਿੰਘ ਰੱਖ ਲਿਆ ਹੈ। <box>0 1102 185 1182</box>
list-item: ਮੈਂ ਮੰਗਤੂ ਸਿੰਘ ਪੁੱਤਰ ਸ. ਮੇਲ ਸਿੰਘ ਪੁੱਤਰ ਸ. ਭਾਨ ਸਿੰਘ ਅਤੇ ਅਮਰਜੀਤ ਕੌਰ ਪਤਨੀ ਮੰਗਤੂ ਸਿੰਘ ਵਾਸੀ ਪਿੰਡ ਬਾਠਾਂ ਐਲਾਨ ਕਰਦੇ ਹਾਂ। <box>388 495 770 538</box>
list-item: ਮੈਂ I Monika Soni W/O Neeraj Soni R/O House No. B-08,48 Kothi Megh Singh Gokul Road Ludhiana, Punjab India have changed my name from Monika Gulati to Monika Soni After Marriage. <box>190 1040 375 1176</box>
list-item: ਮੈਂ ਅਮਿਲਕ ਸਿੰਘ ਪੁੱਤਰ ਅਜਮ ਸਿੰਘ ਵਾਸੀ ਪਿੰਡ ਚੱਕਣ ਤਹਿਸੀਲ ਜਗਰਾਉਂ ਜ਼ਿਲ੍ਹਾ ਲੁਧਿਆਣਾ ਐਲਾਨ ਕਰਦਾ ਹਾਂ। <box>388 624 770 668</box>
list-item: ਮੈਂ ਜਸਪ੍ਰੀਤ ਸਿੰਘ ਲੱਕੜ ਪੁੱਤਰ ਰਣਜੀਤ ਸਿੰਘ ਵਾਸੀ ਮਕਾਨ ਨੰਬਰ ਬੀ-5-1695, ਪੰਜੇ ਵਾਲੀ ਗਲੀ, ਸੰਧੂ ਪੱਤੀ, ਲੁਧਿਆਣਾ ਨੇ ਆਪਣਾ ਨਾਮ ਬਦਲਕੇ ਜਸਪ੍ਰੀਤ ਸਿੰਘ ਰੱਖ ਲਿਆ ਹੈ। <box>0 261 185 379</box>
list-item: I, Gurmit Singh S/o Jaswant Singh R/o H.No. 769 Block-1 Bhai Randhir Singh Nagar Ludhiana-141002 have changed my name from Gurmit Singh to Gurmeet Singh. <box>957 439 1138 632</box>
list-item: ਮੈਂ ਦਰਸ਼ਨ ਸਿੰਘ ਪੁੱਤਰ ਗੁਰਦਿਆਲ ਸਿੰਘ ਵਾਸੀ ਪਿੰਡ ਗੁਰੂਸਰ ਐਲਾਨ ਕਰਦਾ ਹਾਂ। <box>388 667 770 710</box>
footer-text: ਇਸ਼ਤਿਹਾਰ ਅਤੇ ਕਲਾਸੀਫਾਈਡ ਕੇਵਲ ਅਦਾਰਾ 'ਪਹਿਰੇਦਾਰ' ਦੀ ਈ-ਮੇਲ <box>16 2361 585 2387</box>
column-2 <box>382 66 770 2337</box>
column-3 <box>772 66 1138 2337</box>
public-notice-text: ਅਦਾਲਤ ਸ੍ਰੀ ਮਾਨ ਜੀ ਦੀ ਅਦਾਲਤ ਵਿੱਚ ਕੇਸ ਨੰਬਰ ਅਧੀਨ ਧਾਰਾ ਸੂਚਨਾ ਜਾਰੀ ਕੀਤੀ ਜਾਂਦੀ ਹੈ ਕਿ ਜੇਕਰ ਕਿਸੇ ਨੂੰ ਕੋਈ ਇਤਰਾਜ਼ ਹੋਵੇ ਤਾਂ ਅਦਾਲਤ ਵਿੱਚ ਹਾਜ਼ਰ ਹੋਵੇ। <box>1146 285 1327 384</box>
list-item: ਮੈਂ Gagandeep Singh Dhillon ਪੁੱਤਰ ਪਰਗਟ ਸਿੰਘ ਵਾਸੀ ਡੂੰਘੇ ਸਿੰਘ ਨੇ ਆਪਣਾ ਨਾਮ Gagandep Singh Dhillon ਰੱਖ ਲਿਆ ਹੈ। <box>0 540 185 620</box>
column-4 <box>1146 66 1327 2337</box>
list-item: ਮੈਂ ਇੰਦਰਜੀਤ ਸਿੰਘ ਪੁੱਤਰ ਗੁਰਦੀਪ ਸਿੰਘ ਵਾਸੀ ਪਿੰਡ-ਸਰਾਵਾਂ ਜ਼ਿਲ੍ਹਾ ਫਰੀਦਕੋਟ ਐਲਾਨ ਕਰਦਾ ਹਾਂ ਕਿ ਮੇਰੇ ਪਿਤਾ ਜੀ ਦਾ ਨਾਮ ਗੁਰਦੀਪ ਸਿੰਘ ਹੈ। <box>772 977 1138 1038</box>
list-item: ਮੈਂ ਦੀਪ ਕੁਮਾਰ ਵਾਸੀ H.No.MCB-Z-5-4694 ਨੇ ਆਪਣਾ ਨਾਮ ਬਦਲਕੇ ਦੀਪ ਕੁਮਾਰ ਰੱਖ ਲਿਆ ਹੈ। <box>0 1040 185 1101</box>
section-eviction: ਬੇਦਖ਼ਲੀ... <box>388 71 770 102</box>
column-5 <box>1334 66 1536 2337</box>
ad-request-title: ਇਸ਼ਤਿਹਾਰ ਸੰਬੰਧੀ ਜ਼ਰੂਰੀ ਬੇਨਤੀ <box>1336 1746 1509 1800</box>
court-notice <box>1146 71 1327 262</box>
